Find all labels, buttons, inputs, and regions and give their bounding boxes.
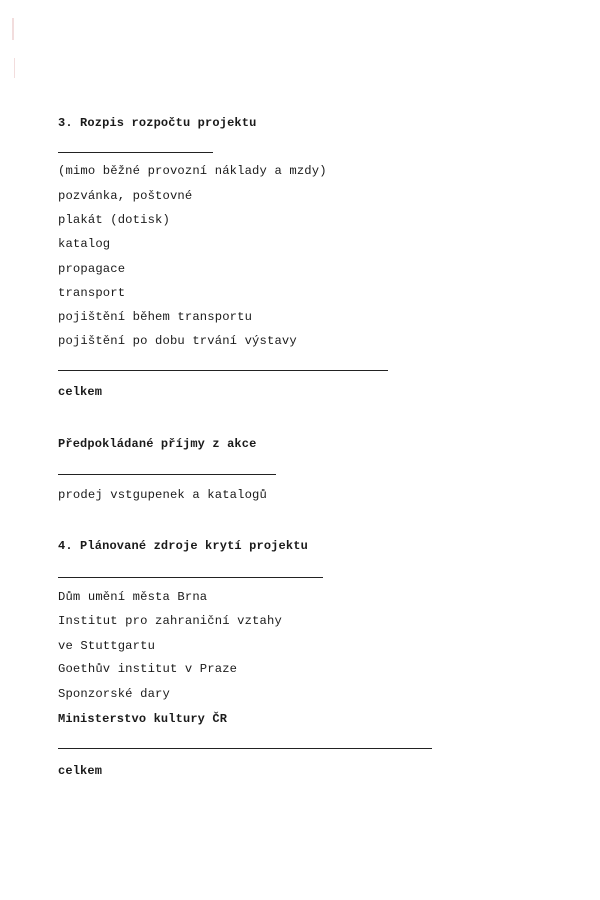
budget-item: katalog [58,237,111,251]
section-3-heading-underline [58,152,213,153]
section-3-total-label: celkem [58,385,103,399]
section-4-total-label: celkem [58,764,103,778]
budget-item: pojištění během transportu [58,310,253,324]
funding-source: Dům umění města Brna [58,590,208,604]
scan-artifact [14,58,15,78]
budget-item: transport [58,286,126,300]
funding-source: Goethův institut v Praze [58,662,238,676]
section-4-total-rule [58,748,432,749]
budget-item: pojištění po dobu trvání výstavy [58,334,297,348]
funding-source-ministry: Ministerstvo kultury ČR [58,712,228,726]
section-4-heading: 4. Plánované zdroje krytí projektu [58,539,308,553]
section-3-heading: 3. Rozpis rozpočtu projektu [58,116,257,130]
section-4-heading-underline [58,577,323,578]
funding-source: Sponzorské dary [58,687,170,701]
funding-source: ve Stuttgartu [58,639,156,653]
section-3-total-rule [58,370,388,371]
budget-item: propagace [58,262,126,276]
funding-source: Institut pro zahraniční vztahy [58,614,282,628]
income-heading-underline [58,474,276,475]
budget-item: plakát (dotisk) [58,213,170,227]
budget-item: pozvánka, poštovné [58,189,193,203]
budget-item: (mimo běžné provozní náklady a mzdy) [58,164,327,178]
scan-artifact [12,18,14,40]
income-heading: Předpokládané příjmy z akce [58,437,257,451]
income-item: prodej vstgupenek a katalogů [58,488,267,502]
